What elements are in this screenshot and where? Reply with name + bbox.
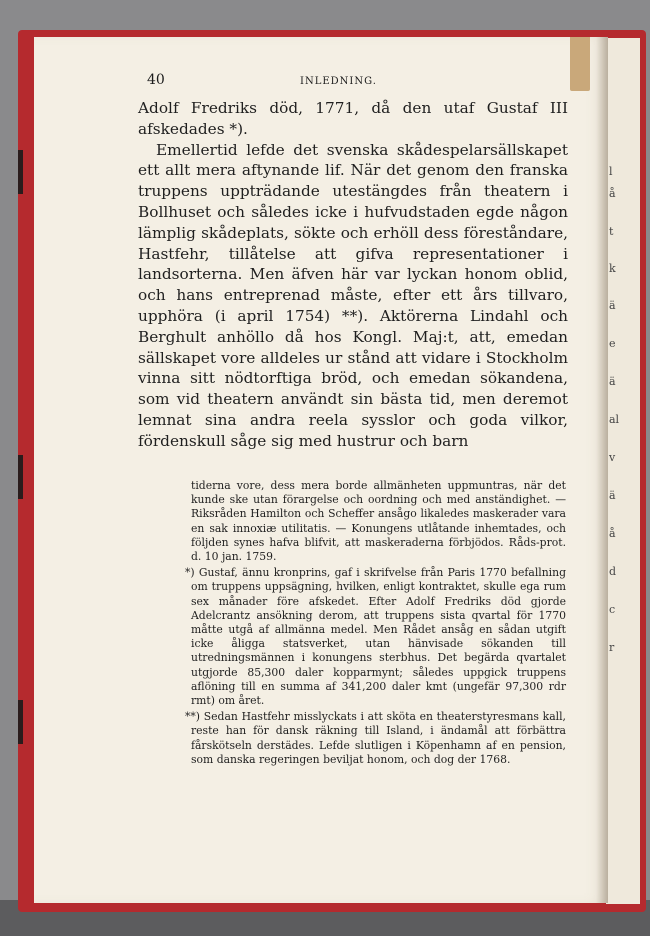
running-head: INLEDNING. — [300, 76, 377, 87]
facing-page-glyph: å — [609, 527, 616, 540]
facing-page-glyph: ä — [609, 299, 616, 312]
facing-page-glyph: k — [609, 262, 616, 275]
footnote-continuation: tiderna vore, dess mera borde allmänheten uppmuntras, när det kunde ske utan förargelse och oordning och med anständighet. — Riksråden Hamilton och Scheffer ansågo likaledes maskerader vara en sak innoxiæ utilitatis. — Konungens utlåtande inhemtades, och följden synes hafva blifvit, att maskeraderna förbjödos. Råds-prot. d. 10 jan. 1759. — [191, 479, 566, 564]
facing-page-glyph: v — [609, 451, 616, 464]
facing-page-glyph: ä — [609, 489, 616, 502]
facing-page-glyph: e — [609, 337, 616, 350]
body-text — [138, 98, 568, 452]
facing-page-glyph: r — [609, 641, 615, 654]
paragraph: Emellertid lefde det svenska skådespelarsällskapet ett allt mera aftynande lif. När det genom den franska truppens uppträdande utestängdes från theatern i Bollhuset och således icke i hufvudstaden egde någon lämplig skådeplats, sökte och erhöll dess föreståndare, Hastfehr, tillåtelse att gifva representationer i landsorterna. Men äfven här var lyckan honom oblid, och hans entreprenad måste, efter ett års tillvaro, upphöra (i april 1754) **). Aktörerna Lindahl och Berghult anhöllo då hos Kongl. Maj:t, att, emedan sällskapet vore alldeles ur stånd att vidare i Stockholm vinna sitt nödtorftiga bröd, och emedan sökandena, som vid theatern användt sin bästa tid, men deremot lemnat sina andra reela sysslor och goda vilkor, fördenskull såge sig med hustrur och barn — [138, 140, 568, 450]
facing-page-glyph: å — [609, 187, 616, 200]
footnote-text: Sedan Hastfehr misslyckats i att sköta en theaterstyresmans kall, reste han för dansk räkning till Island, i ändamål att förbättra fårskötseln derstädes. Lefde slutligen i Köpenhamn af en pension, som danska regeringen beviljat honom, och dog der 1768. — [191, 710, 566, 766]
facing-page-glyph: t — [609, 225, 614, 238]
binding-tab — [18, 700, 23, 744]
footnotes — [136, 479, 566, 767]
page-gutter-shadow — [596, 37, 608, 903]
facing-page-glyph: c — [609, 603, 616, 616]
page-number: 40 — [147, 72, 165, 88]
footnote-mark: **) — [185, 710, 201, 724]
facing-page-edge — [606, 38, 640, 904]
binding-tab — [18, 150, 23, 194]
footnote — [136, 710, 566, 767]
bookmark-tab — [570, 37, 590, 91]
footnote-text: Gustaf, ännu kronprins, gaf i skrifvelse från Paris 1770 befallning om truppens uppsägning, hvilken, enligt kontraktet, skulle ega rum sex månader före afskedet. Efter Adolf Fredriks död gjorde Adelcrantz ansökning derom, att truppens sista qvartal för 1770 måtte utgå af allmänna medel. Men Rådet ansåg en sådan utgift icke åligga statsverket, utan hänvisade sökanden till utredningsmännen i konungens sterbhus. Det begärda qvartalet utgjorde 85,300 daler kopparmynt; således uppgick truppens aflöning till en summa af 341,200 daler kmt (ungefär 97,300 rdr rmt) om året. — [191, 566, 566, 708]
paragraph: Adolf Fredriks död, 1771, då den utaf Gustaf III afskedades *). — [138, 99, 568, 138]
facing-page-glyph: d — [609, 565, 617, 578]
footnote — [136, 566, 566, 708]
binding-tab — [18, 455, 23, 499]
facing-page-glyph: ä — [609, 375, 616, 388]
facing-page-glyph: l — [609, 165, 613, 178]
facing-page-glyph: al — [609, 413, 620, 426]
footnote-mark: *) — [185, 566, 195, 580]
